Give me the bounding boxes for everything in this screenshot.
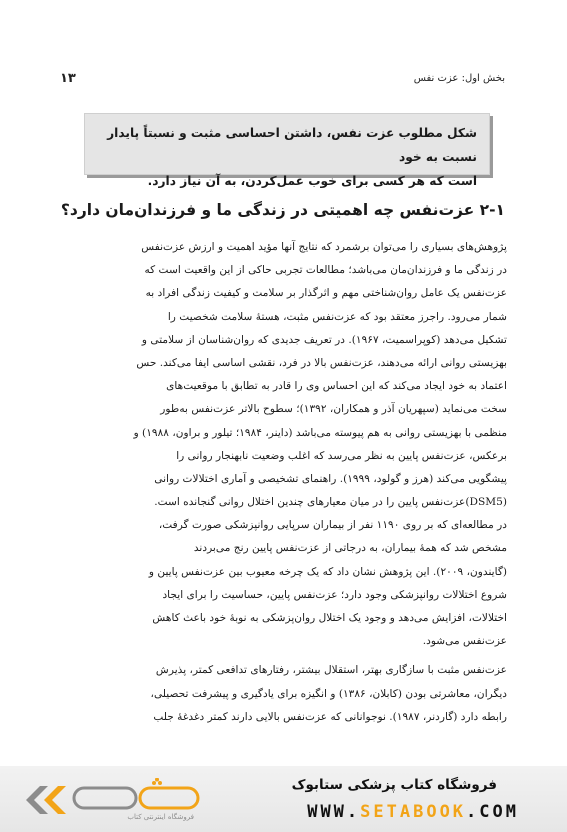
double-chevron-icon (26, 786, 66, 814)
text-line: مشخص شد که همهٔ بیماران، به درجاتی از عزت‌نفس پایین رنج می‌بردند (193, 542, 507, 555)
text-line: تشکیل می‌دهد (کوپراسمیت، ۱۹۶۷). در تعریف جدیدی که روان‌شناسان از سلامتی و (141, 333, 507, 346)
text-line: رابطه دارد (گاردنر، ۱۹۸۷). نوجوانانی که عزت‌نفس بالایی دارند کمتر دغدغهٔ جلب (153, 710, 507, 723)
text-line: شمار می‌رود. راجرز معتقد بود که عزت‌نفس مثبت، هستهٔ سلامت شخصیت را (167, 310, 507, 323)
page-number: ۱۳ (60, 71, 76, 86)
text-line: در زندگی ما و فرزندان‌مان می‌باشد؛ مطالعات تجربی حاکی از این واقعیت است که (144, 264, 507, 277)
text-line: برعکس، عزت‌نفس پایین به نظر می‌رسد که اغلب وضعیت نابهنجار روانی را (176, 449, 507, 462)
store-footer-banner (0, 766, 567, 832)
text-line: بهزیستی روانی ارائه می‌دهند، عزت‌نفس بالا در فرد، نقشی اساسی ایفا می‌کند. حس (136, 356, 507, 369)
text-line: پیشگویی می‌کند (هرز و گولود، ۱۹۹۹). راهنمای تشخیصی و آماری اختلالات روانی (154, 472, 507, 485)
store-url[interactable] (307, 802, 519, 822)
text-line: (DSM5)عزت‌نفس پایین را در میان معیارهای چندین اختلال روانی گنجانده است. (154, 496, 507, 509)
text-line: دیگران، معاشرتی بودن (کابلان، ۱۳۸۶) و انگیزه برای یادگیری و پیشرفت تحصیلی، (150, 687, 507, 700)
logo-subtext: فروشگاه اینترنتی کتاب (127, 813, 194, 821)
text-line: اختلالات، افزایش می‌دهد و وجود یک اختلال روان‌پزشکی به نوبهٔ خود باعث کاهش (152, 612, 507, 624)
running-header (60, 70, 505, 90)
store-name: فروشگاه کتاب پزشکی ستابوک (291, 777, 497, 793)
paragraph (60, 236, 507, 653)
url-suffix: .COM (466, 802, 519, 822)
paragraph (60, 659, 507, 729)
text-line: منظمی با بهزیستی روانی به هم پیوسته می‌باشد (داینر، ۱۹۸۴؛ تیلور و براون، ۱۹۸۸) و (133, 426, 507, 439)
text-line: سخت می‌نماید (سپهریان آذر و همکاران، ۱۳۹۲)؛ سطوح بالاتر عزت‌نفس به‌طور (160, 403, 507, 416)
url-brand: SETABOOK (360, 802, 467, 822)
body-text (60, 236, 507, 729)
text-line: عزت‌نفس مثبت با سازگاری بهتر، استقلال بیشتر، رفتارهای تدافعی کمتر، پذیرش (155, 664, 507, 677)
definition-line-2: است که هر کسی برای خوب عمل‌کردن، به آن نیاز دارد. (147, 174, 477, 188)
definition-line-1: شکل مطلوب عزت نفس، داشتن احساسی مثبت و نسبتاً پایدار نسبت به خود (107, 126, 477, 164)
text-line: شروع اختلالات روانپزشکی وجود دارد؛ عزت‌نفس پایین، حساسیت را برای ایجاد (162, 588, 507, 601)
part-title: بخش اول: عزت نفس (413, 73, 505, 84)
text-line: عزت‌نفس می‌شود. (422, 635, 507, 648)
url-prefix: WWW. (307, 802, 361, 822)
text-line: پژوهش‌های بسیاری را می‌توان برشمرد که نتایج آنها مؤید اهمیت و ارزش عزت‌نفس (141, 241, 507, 253)
section-heading: ۲-۱ عزت‌نفس چه اهمیتی در زندگی ما و فرزندان‌مان دارد؟ (60, 201, 505, 219)
text-line: (گایندون، ۲۰۰۹). این پژوهش نشان داد که یک چرخه معیوب بین عزت‌نفس پایین و (148, 565, 507, 578)
definition-box (84, 113, 490, 188)
text-line: در مطالعه‌ای که بر روی ۱۱۹۰ نفر از بیماران سرپایی روانپزشکی صورت گرفت، (158, 519, 507, 532)
text-line: اعتماد به خود ایجاد می‌کند که این احساس وی را قادر به تطابق با موقعیت‌های (166, 380, 507, 393)
setabook-logo[interactable] (22, 778, 222, 822)
text-line: عزت‌نفس یک عامل روان‌شناختی مهم و اثرگذار بر سلامت و کیفیت زندگی افراد به (145, 287, 507, 300)
